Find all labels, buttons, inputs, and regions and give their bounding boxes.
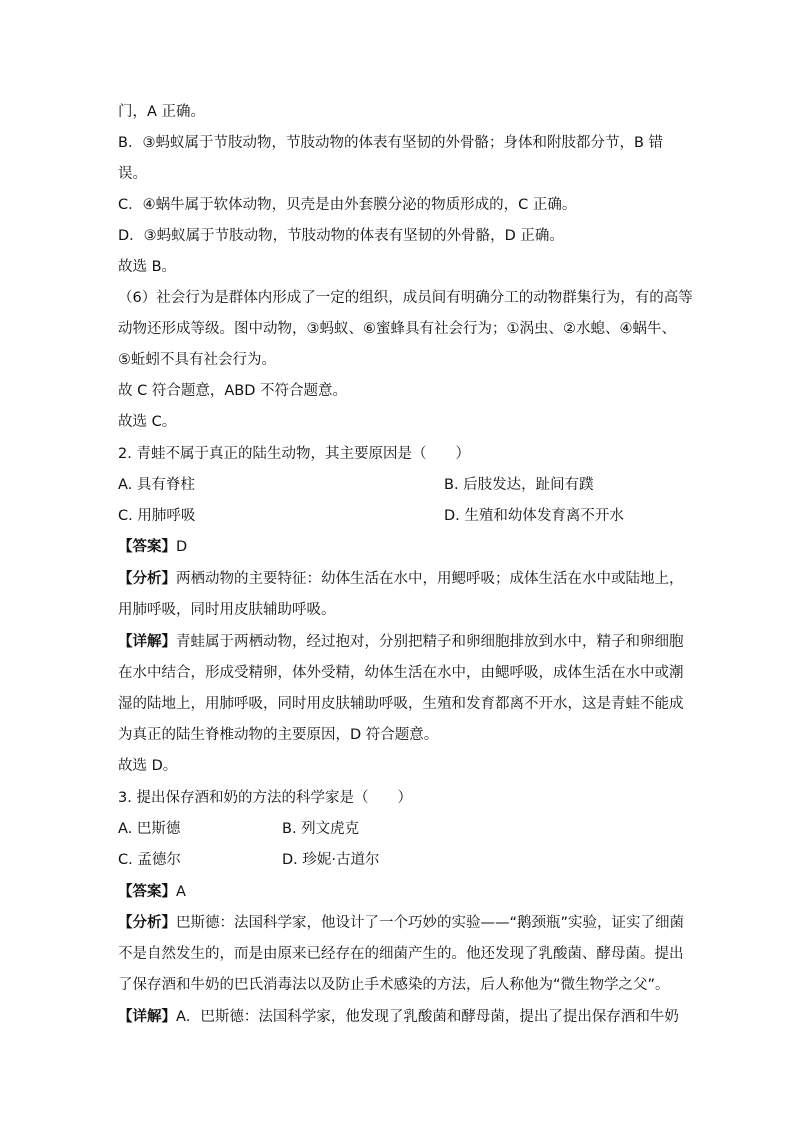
text-line: 用肺呼吸，同时用皮肤辅助呼吸。 (118, 602, 336, 618)
text-line: 故选 C。 (118, 414, 177, 430)
analysis-tag: 【分析】 (118, 571, 176, 587)
text-line: D．③蚂蚁属于节肢动物，节肢动物的体表有坚韧的外骨骼，D 正确。 (118, 228, 564, 244)
answer-tag: 【答案】 (118, 539, 176, 555)
text-line: 门，A 正确。 (118, 104, 206, 120)
detail-text: A．巴斯德：法国科学家，他发现了乳酸菌和酵母菌，提出了提出保存酒和牛奶 (176, 1009, 679, 1025)
q2-option-d: D. 生殖和幼体发育离不开水 (444, 508, 624, 524)
detail-text: 青蛙属于两栖动物，经过抱对，分别把精子和卵细胞排放到水中，精子和卵细胞 (176, 634, 684, 650)
q2-option-c: C. 用肺呼吸 (118, 508, 196, 524)
text-line: 动物还形成等级。图中动物，③蚂蚁、⑥蜜蜂具有社会行为；①涡虫、②水螅、④蜗牛、 (118, 321, 676, 337)
analysis-tag: 【分析】 (118, 915, 176, 931)
detail-tag: 【详解】 (118, 634, 176, 650)
q3-option-a: A. 巴斯德 (118, 821, 181, 837)
text-line: 不是自然发生的，而是由原来已经存在的细菌产生的。他还发现了乳酸菌、酵母菌。提出 (118, 946, 684, 962)
q3-detail (118, 1007, 679, 1027)
text-line: C．④蜗牛属于软体动物，贝壳是由外套膜分泌的物质形成的，C 正确。 (118, 197, 577, 213)
q3-option-b: B. 列文虎克 (282, 821, 360, 837)
q2-analysis (118, 569, 684, 589)
text-line: 误。 (118, 166, 147, 182)
text-line: 在水中结合，形成受精卵，体外受精，幼体生活在水中，由鳃呼吸，成体生活在水中或潮 (118, 665, 684, 681)
q3-answer (118, 882, 186, 902)
answer-tag: 【答案】 (118, 884, 176, 900)
q2-option-a: A. 具有脊柱 (118, 477, 195, 493)
q3-analysis (118, 913, 684, 933)
q3-option-d: D. 珍妮·古道尔 (282, 852, 380, 868)
question-3-stem: 3. 提出保存酒和奶的方法的科学家是（ ） (118, 790, 412, 806)
q2-detail (118, 632, 684, 652)
answer-value: A (176, 884, 186, 900)
text-line: （6）社会行为是群体内形成了一定的组织，成员间有明确分工的动物群集行为，有的高等 (118, 290, 693, 306)
question-2-stem: 2. 青蛙不属于真正的陆生动物，其主要原因是（ ） (118, 446, 470, 462)
q2-option-b: B. 后肢发达，趾间有蹼 (444, 477, 594, 493)
text-line: 故选 D。 (118, 758, 178, 774)
text-line: 湿的陆地上，用肺呼吸，同时用皮肤辅助呼吸，生殖和发育都离不开水，这是青蛙不能成 (118, 696, 684, 712)
text-line: B．③蚂蚁属于节肢动物，节肢动物的体表有坚韧的外骨骼；身体和附肢都分节，B 错 (118, 135, 663, 151)
q2-answer (118, 537, 187, 557)
answer-value: D (176, 539, 188, 555)
text-line: 故 C 符合题意，ABD 不符合题意。 (118, 383, 347, 399)
analysis-text: 两栖动物的主要特征：幼体生活在水中，用鳃呼吸；成体生活在水中或陆地上， (176, 571, 684, 587)
text-line: ⑤蚯蚓不具有社会行为。 (118, 352, 276, 368)
text-line: 了保存酒和牛奶的巴氏消毒法以及防止手术感染的方法，后人称他为“微生物学之父”。 (118, 977, 670, 993)
text-line: 为真正的陆生脊椎动物的主要原因，D 符合题意。 (118, 727, 439, 743)
text-line: 故选 B。 (118, 259, 177, 275)
detail-tag: 【详解】 (118, 1009, 176, 1025)
analysis-text: 巴斯德：法国科学家，他设计了一个巧妙的实验——“鹅颈瓶”实验，证实了细菌 (176, 915, 685, 931)
q3-option-c: C. 孟德尔 (118, 852, 181, 868)
